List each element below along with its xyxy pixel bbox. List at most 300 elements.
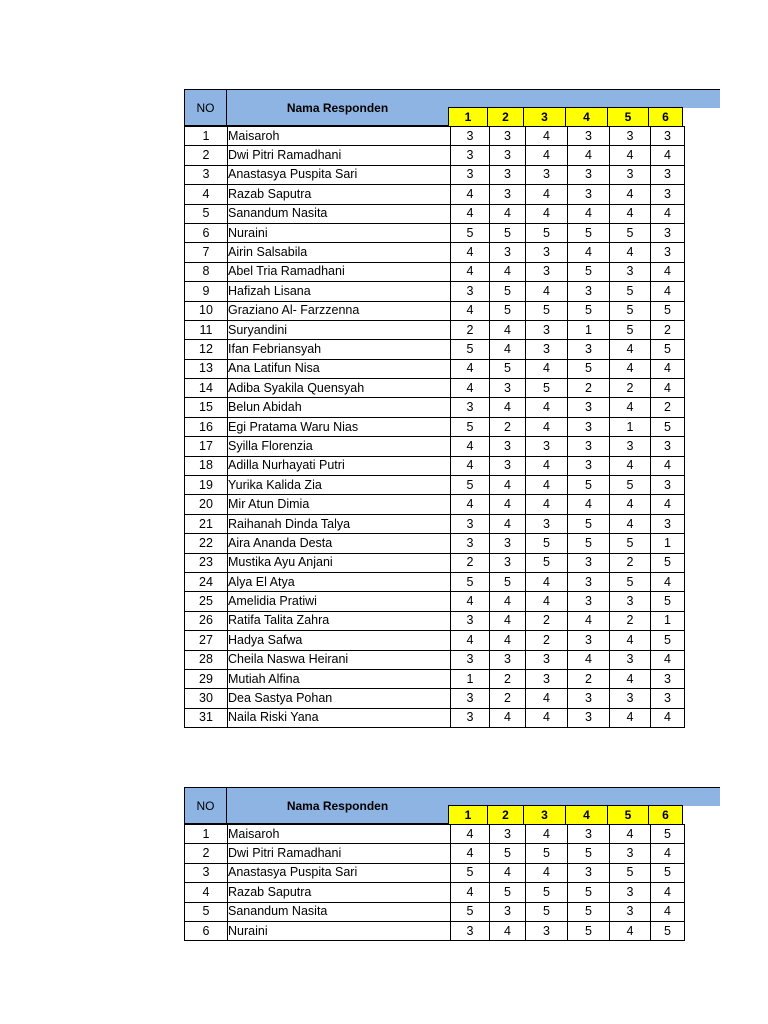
score-cell: 2 [568,379,610,398]
table-row [185,495,685,514]
row-number: 4 [185,883,228,902]
row-number: 18 [185,456,228,475]
respondent-name: Naila Riski Yana [228,708,451,727]
table-header [184,89,720,127]
score-cell: 5 [651,863,685,882]
header-item-band [448,89,720,108]
table-row [185,127,685,146]
score-cell: 3 [490,553,526,572]
score-cell: 3 [568,185,610,204]
score-cell: 3 [526,437,568,456]
score-cell: 4 [451,456,490,475]
score-cell: 4 [490,611,526,630]
score-cell: 5 [610,534,651,553]
score-cell: 4 [610,495,651,514]
score-cell: 3 [651,243,685,262]
table-row [185,223,685,242]
table-row [185,863,685,882]
score-cell: 4 [526,185,568,204]
score-cell: 3 [651,689,685,708]
score-cell: 5 [651,592,685,611]
score-cell: 3 [568,398,610,417]
score-cell: 4 [568,146,610,165]
respondent-name: Adilla Nurhayati Putri [228,456,451,475]
score-cell: 5 [610,320,651,339]
score-cell: 4 [610,825,651,844]
score-cell: 4 [651,146,685,165]
row-number: 5 [185,902,228,921]
score-cell: 4 [490,398,526,417]
respondent-name: Alya El Atya [228,572,451,591]
score-cell: 3 [451,708,490,727]
score-grid [184,126,685,728]
score-cell: 3 [451,127,490,146]
item-number-6: 6 [648,805,683,825]
score-cell: 5 [526,223,568,242]
score-cell: 4 [451,437,490,456]
score-cell: 2 [490,689,526,708]
row-number: 29 [185,669,228,688]
respondent-name: Cheila Naswa Heirani [228,650,451,669]
score-cell: 4 [610,631,651,650]
score-cell: 3 [568,553,610,572]
score-cell: 1 [651,534,685,553]
score-cell: 1 [568,320,610,339]
row-number: 2 [185,844,228,863]
score-cell: 2 [526,631,568,650]
score-cell: 1 [610,417,651,436]
respondent-name: Hafizah Lisana [228,282,451,301]
row-number: 5 [185,204,228,223]
respondent-name: Egi Pratama Waru Nias [228,417,451,436]
respondent-name: Maisaroh [228,825,451,844]
score-cell: 3 [568,592,610,611]
respondent-name: Nuraini [228,921,451,940]
row-number: 1 [185,127,228,146]
score-cell: 4 [526,359,568,378]
score-cell: 5 [490,572,526,591]
score-cell: 5 [490,223,526,242]
table-row [185,553,685,572]
score-cell: 3 [526,165,568,184]
item-number-1: 1 [448,805,488,825]
score-cell: 3 [490,185,526,204]
score-cell: 3 [490,165,526,184]
respondent-name: Anastasya Puspita Sari [228,165,451,184]
score-cell: 3 [651,165,685,184]
score-cell: 4 [451,844,490,863]
item-number-5: 5 [607,107,649,127]
score-cell: 4 [451,495,490,514]
score-cell: 3 [610,650,651,669]
score-cell: 4 [490,921,526,940]
table-row [185,243,685,262]
score-cell: 3 [490,146,526,165]
score-cell: 3 [526,262,568,281]
row-number: 6 [185,223,228,242]
score-cell: 3 [526,669,568,688]
item-number-2: 2 [487,805,524,825]
score-cell: 5 [651,553,685,572]
score-cell: 5 [451,223,490,242]
row-number: 19 [185,476,228,495]
score-cell: 4 [490,514,526,533]
score-cell: 3 [651,437,685,456]
score-cell: 4 [610,398,651,417]
table-row [185,825,685,844]
score-cell: 3 [490,456,526,475]
respondent-name: Aira Ananda Desta [228,534,451,553]
respondent-name: Yurika Kalida Zia [228,476,451,495]
table-row [185,572,685,591]
score-cell: 4 [610,921,651,940]
score-cell: 3 [610,437,651,456]
row-number: 3 [185,863,228,882]
score-cell: 4 [568,650,610,669]
score-cell: 4 [526,863,568,882]
score-cell: 4 [568,611,610,630]
score-cell: 4 [490,262,526,281]
score-cell: 4 [451,301,490,320]
score-cell: 3 [451,282,490,301]
score-cell: 4 [610,359,651,378]
score-cell: 4 [526,204,568,223]
score-cell: 5 [568,301,610,320]
score-cell: 4 [651,844,685,863]
respondent-name: Mir Atun Dimia [228,495,451,514]
score-cell: 3 [610,883,651,902]
row-number: 30 [185,689,228,708]
respondent-table-1 [184,89,720,728]
score-cell: 3 [526,514,568,533]
score-cell: 3 [568,127,610,146]
row-number: 12 [185,340,228,359]
score-cell: 4 [526,417,568,436]
item-number-2: 2 [487,107,524,127]
score-cell: 5 [526,844,568,863]
score-cell: 3 [651,669,685,688]
score-cell: 5 [610,282,651,301]
score-cell: 4 [610,669,651,688]
score-cell: 3 [568,572,610,591]
score-cell: 4 [651,650,685,669]
score-cell: 5 [451,863,490,882]
score-cell: 4 [490,340,526,359]
score-cell: 4 [651,572,685,591]
row-number: 23 [185,553,228,572]
score-cell: 5 [651,340,685,359]
score-cell: 4 [651,495,685,514]
row-number: 1 [185,825,228,844]
score-cell: 3 [451,921,490,940]
score-cell: 3 [610,165,651,184]
table-row [185,514,685,533]
score-cell: 4 [651,456,685,475]
score-cell: 5 [568,883,610,902]
item-number-1: 1 [448,107,488,127]
score-cell: 4 [651,902,685,921]
respondent-name: Sanandum Nasita [228,902,451,921]
score-cell: 3 [451,689,490,708]
score-cell: 2 [568,669,610,688]
score-cell: 5 [610,301,651,320]
score-cell: 3 [610,844,651,863]
score-cell: 3 [610,127,651,146]
score-cell: 5 [451,902,490,921]
score-cell: 2 [610,553,651,572]
score-cell: 3 [490,650,526,669]
score-cell: 3 [490,437,526,456]
score-cell: 3 [526,650,568,669]
item-number-3: 3 [523,805,566,825]
score-cell: 4 [610,204,651,223]
score-cell: 4 [451,204,490,223]
score-cell: 5 [490,844,526,863]
score-cell: 4 [451,825,490,844]
score-cell: 4 [451,262,490,281]
score-cell: 4 [526,282,568,301]
score-cell: 4 [526,825,568,844]
score-cell: 5 [651,631,685,650]
score-cell: 3 [451,165,490,184]
score-cell: 4 [651,359,685,378]
row-number: 4 [185,185,228,204]
score-cell: 2 [610,611,651,630]
table-row [185,708,685,727]
score-cell: 4 [610,243,651,262]
score-cell: 2 [610,379,651,398]
table-row [185,359,685,378]
score-cell: 3 [451,514,490,533]
table-header [184,787,720,825]
respondent-name: Dea Sastya Pohan [228,689,451,708]
table-row [185,456,685,475]
score-cell: 5 [651,417,685,436]
score-cell: 5 [610,223,651,242]
row-number: 20 [185,495,228,514]
score-cell: 1 [451,669,490,688]
score-cell: 4 [451,185,490,204]
score-cell: 5 [526,902,568,921]
score-cell: 4 [490,495,526,514]
score-cell: 5 [526,301,568,320]
score-cell: 4 [651,708,685,727]
table-row [185,146,685,165]
table-row [185,631,685,650]
row-number: 27 [185,631,228,650]
score-grid [184,824,685,941]
row-number: 9 [185,282,228,301]
score-cell: 2 [451,553,490,572]
row-number: 8 [185,262,228,281]
score-cell: 5 [568,223,610,242]
score-cell: 4 [610,185,651,204]
score-cell: 4 [490,863,526,882]
item-number-row [448,805,683,825]
score-cell: 5 [568,844,610,863]
respondent-name: Amelidia Pratiwi [228,592,451,611]
score-cell: 3 [568,825,610,844]
score-cell: 4 [651,282,685,301]
score-cell: 3 [568,437,610,456]
score-cell: 2 [526,611,568,630]
score-cell: 3 [651,476,685,495]
header-no: NO [184,89,227,126]
score-cell: 5 [651,301,685,320]
score-cell: 3 [526,340,568,359]
respondent-name: Hadya Safwa [228,631,451,650]
score-cell: 3 [568,165,610,184]
score-cell: 3 [490,534,526,553]
score-cell: 5 [451,340,490,359]
score-cell: 4 [451,592,490,611]
score-cell: 3 [568,282,610,301]
respondent-name: Ratifa Talita Zahra [228,611,451,630]
row-number: 28 [185,650,228,669]
score-cell: 5 [568,359,610,378]
score-cell: 4 [451,359,490,378]
score-cell: 4 [610,340,651,359]
score-cell: 5 [526,553,568,572]
row-number: 10 [185,301,228,320]
table-row [185,185,685,204]
score-cell: 3 [568,456,610,475]
respondent-name: Mustika Ayu Anjani [228,553,451,572]
score-cell: 4 [526,456,568,475]
respondent-name: Razab Saputra [228,883,451,902]
row-number: 31 [185,708,228,727]
score-cell: 3 [610,902,651,921]
score-cell: 4 [490,708,526,727]
score-cell: 4 [490,631,526,650]
score-cell: 4 [526,146,568,165]
table-row [185,320,685,339]
header-nama-responden: Nama Responden [226,787,449,824]
table-row [185,476,685,495]
header-item-band [448,787,720,806]
score-cell: 5 [568,476,610,495]
respondent-name: Razab Saputra [228,185,451,204]
score-cell: 3 [490,825,526,844]
score-cell: 4 [490,592,526,611]
table-row [185,592,685,611]
score-cell: 5 [490,883,526,902]
score-cell: 3 [651,514,685,533]
score-cell: 4 [651,204,685,223]
respondent-name: Graziano Al- Farzzenna [228,301,451,320]
table-row [185,398,685,417]
table-row [185,921,685,940]
score-cell: 3 [651,223,685,242]
table-row [185,262,685,281]
row-number: 13 [185,359,228,378]
score-cell: 3 [610,689,651,708]
score-cell: 4 [610,514,651,533]
row-number: 22 [185,534,228,553]
score-cell: 3 [610,592,651,611]
score-cell: 4 [651,883,685,902]
score-cell: 3 [526,243,568,262]
score-cell: 2 [490,417,526,436]
score-cell: 5 [568,534,610,553]
score-cell: 4 [526,592,568,611]
score-cell: 4 [610,146,651,165]
respondent-name: Raihanah Dinda Talya [228,514,451,533]
respondent-name: Dwi Pitri Ramadhani [228,146,451,165]
score-cell: 5 [610,863,651,882]
score-cell: 3 [451,650,490,669]
row-number: 14 [185,379,228,398]
row-number: 3 [185,165,228,184]
score-cell: 3 [651,185,685,204]
table-row [185,844,685,863]
table-row [185,669,685,688]
item-number-4: 4 [565,107,608,127]
score-cell: 4 [451,243,490,262]
score-cell: 4 [526,127,568,146]
respondent-name: Adiba Syakila Quensyah [228,379,451,398]
score-cell: 3 [490,127,526,146]
score-cell: 3 [451,398,490,417]
item-number-3: 3 [523,107,566,127]
table-row [185,611,685,630]
table-row [185,301,685,320]
item-number-5: 5 [607,805,649,825]
table-row [185,379,685,398]
row-number: 11 [185,320,228,339]
score-cell: 4 [526,476,568,495]
score-cell: 5 [490,359,526,378]
score-cell: 4 [490,204,526,223]
score-cell: 4 [568,243,610,262]
respondent-name: Airin Salsabila [228,243,451,262]
respondent-name: Anastasya Puspita Sari [228,863,451,882]
score-cell: 1 [651,611,685,630]
respondent-name: Abel Tria Ramadhani [228,262,451,281]
score-cell: 3 [610,262,651,281]
score-cell: 5 [610,572,651,591]
row-number: 26 [185,611,228,630]
respondent-name: Mutiah Alfina [228,669,451,688]
score-cell: 5 [451,417,490,436]
score-cell: 2 [651,398,685,417]
score-cell: 5 [651,921,685,940]
respondent-name: Sanandum Nasita [228,204,451,223]
score-cell: 4 [451,631,490,650]
item-number-row [448,107,683,127]
table-row [185,417,685,436]
score-cell: 4 [568,204,610,223]
row-number: 24 [185,572,228,591]
score-cell: 4 [610,708,651,727]
table-row [185,437,685,456]
row-number: 25 [185,592,228,611]
respondent-table-2 [184,787,720,941]
row-number: 21 [185,514,228,533]
respondent-name: Belun Abidah [228,398,451,417]
score-cell: 3 [568,631,610,650]
table-row [185,689,685,708]
table-row [185,534,685,553]
row-number: 17 [185,437,228,456]
score-cell: 4 [451,883,490,902]
table-row [185,650,685,669]
row-number: 7 [185,243,228,262]
table-row [185,340,685,359]
respondent-name: Dwi Pitri Ramadhani [228,844,451,863]
score-cell: 3 [526,921,568,940]
score-cell: 4 [526,398,568,417]
